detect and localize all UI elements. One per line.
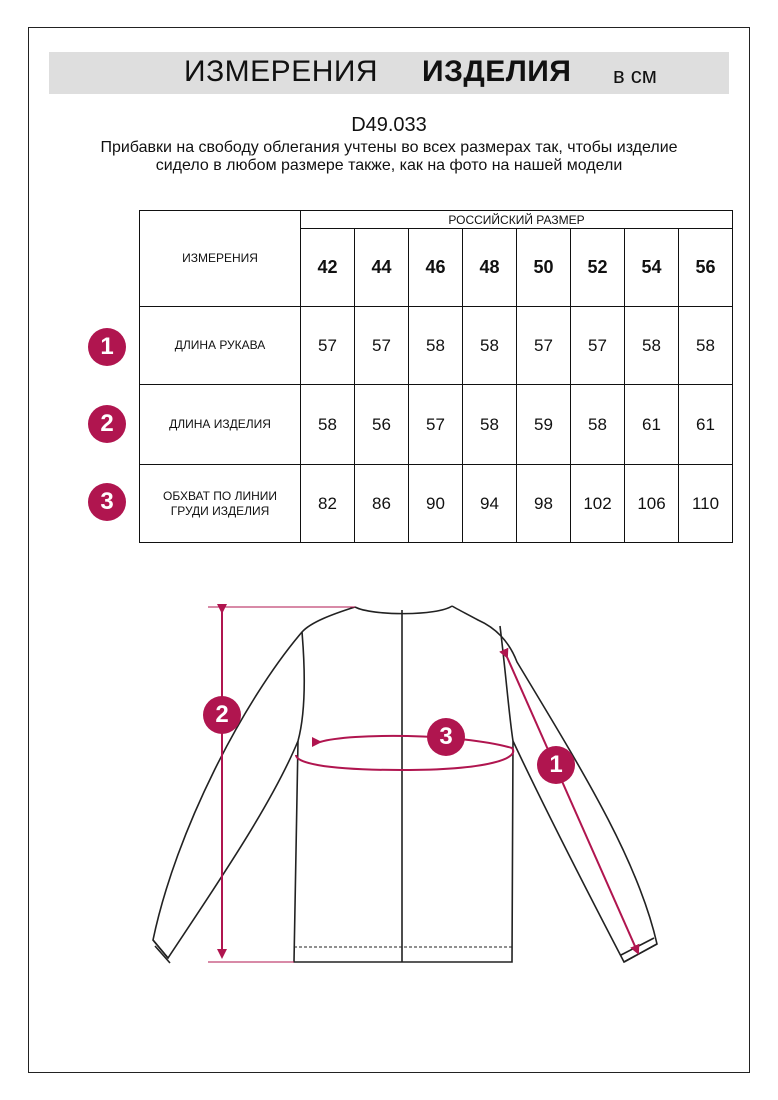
table-cell: 61 [625, 385, 679, 465]
row-badge-3: 3 [88, 483, 126, 521]
diagram-marker-chest: 3 [427, 718, 465, 756]
size-header: 56 [679, 229, 733, 307]
table-cell: 58 [301, 385, 355, 465]
row-badge-1: 1 [88, 328, 126, 366]
row-badge-2: 2 [88, 405, 126, 443]
table-cell: 58 [679, 307, 733, 385]
garment-outline [153, 606, 657, 963]
row-label: ДЛИНА РУКАВА [140, 307, 301, 385]
corner-label: ИЗМЕРЕНИЯ [140, 211, 301, 307]
measure-lines [208, 607, 638, 962]
table-cell: 58 [409, 307, 463, 385]
diagram-marker-sleeve: 1 [537, 746, 575, 784]
table-cell: 57 [301, 307, 355, 385]
table-cell: 94 [463, 465, 517, 543]
fit-note: Прибавки на свободу облегания учтены во всех размерах так, чтобы изделие сидело в любом размере также, как на фото на нашей модели [100, 139, 678, 174]
table-cell: 86 [355, 465, 409, 543]
table-cell: 90 [409, 465, 463, 543]
table-cell: 58 [463, 385, 517, 465]
size-header: 50 [517, 229, 571, 307]
row-label: ОБХВАТ ПО ЛИНИИ ГРУДИ ИЗДЕЛИЯ [140, 465, 301, 543]
size-header: 44 [355, 229, 409, 307]
product-code: D49.033 [351, 114, 427, 136]
size-header: 54 [625, 229, 679, 307]
size-header: 42 [301, 229, 355, 307]
table-cell: 106 [625, 465, 679, 543]
table-cell: 58 [571, 385, 625, 465]
table-cell: 57 [409, 385, 463, 465]
table-cell: 57 [517, 307, 571, 385]
title-garment: ИЗДЕЛИЯ [422, 55, 572, 88]
table-cell: 82 [301, 465, 355, 543]
table-cell: 57 [355, 307, 409, 385]
size-header: 52 [571, 229, 625, 307]
table-cell: 58 [463, 307, 517, 385]
size-header: 48 [463, 229, 517, 307]
size-caption: РОССИЙСКИЙ РАЗМЕР [301, 211, 733, 229]
row-label: ДЛИНА ИЗДЕЛИЯ [140, 385, 301, 465]
table-cell: 110 [679, 465, 733, 543]
table-cell: 59 [517, 385, 571, 465]
table-cell: 61 [679, 385, 733, 465]
table-cell: 58 [625, 307, 679, 385]
size-header: 46 [409, 229, 463, 307]
table-cell: 98 [517, 465, 571, 543]
table-cell: 102 [571, 465, 625, 543]
title-measurements: ИЗМЕРЕНИЯ [184, 55, 379, 88]
table-cell: 57 [571, 307, 625, 385]
title-units: в см [613, 63, 657, 88]
diagram-marker-length: 2 [203, 696, 241, 734]
table-cell: 56 [355, 385, 409, 465]
